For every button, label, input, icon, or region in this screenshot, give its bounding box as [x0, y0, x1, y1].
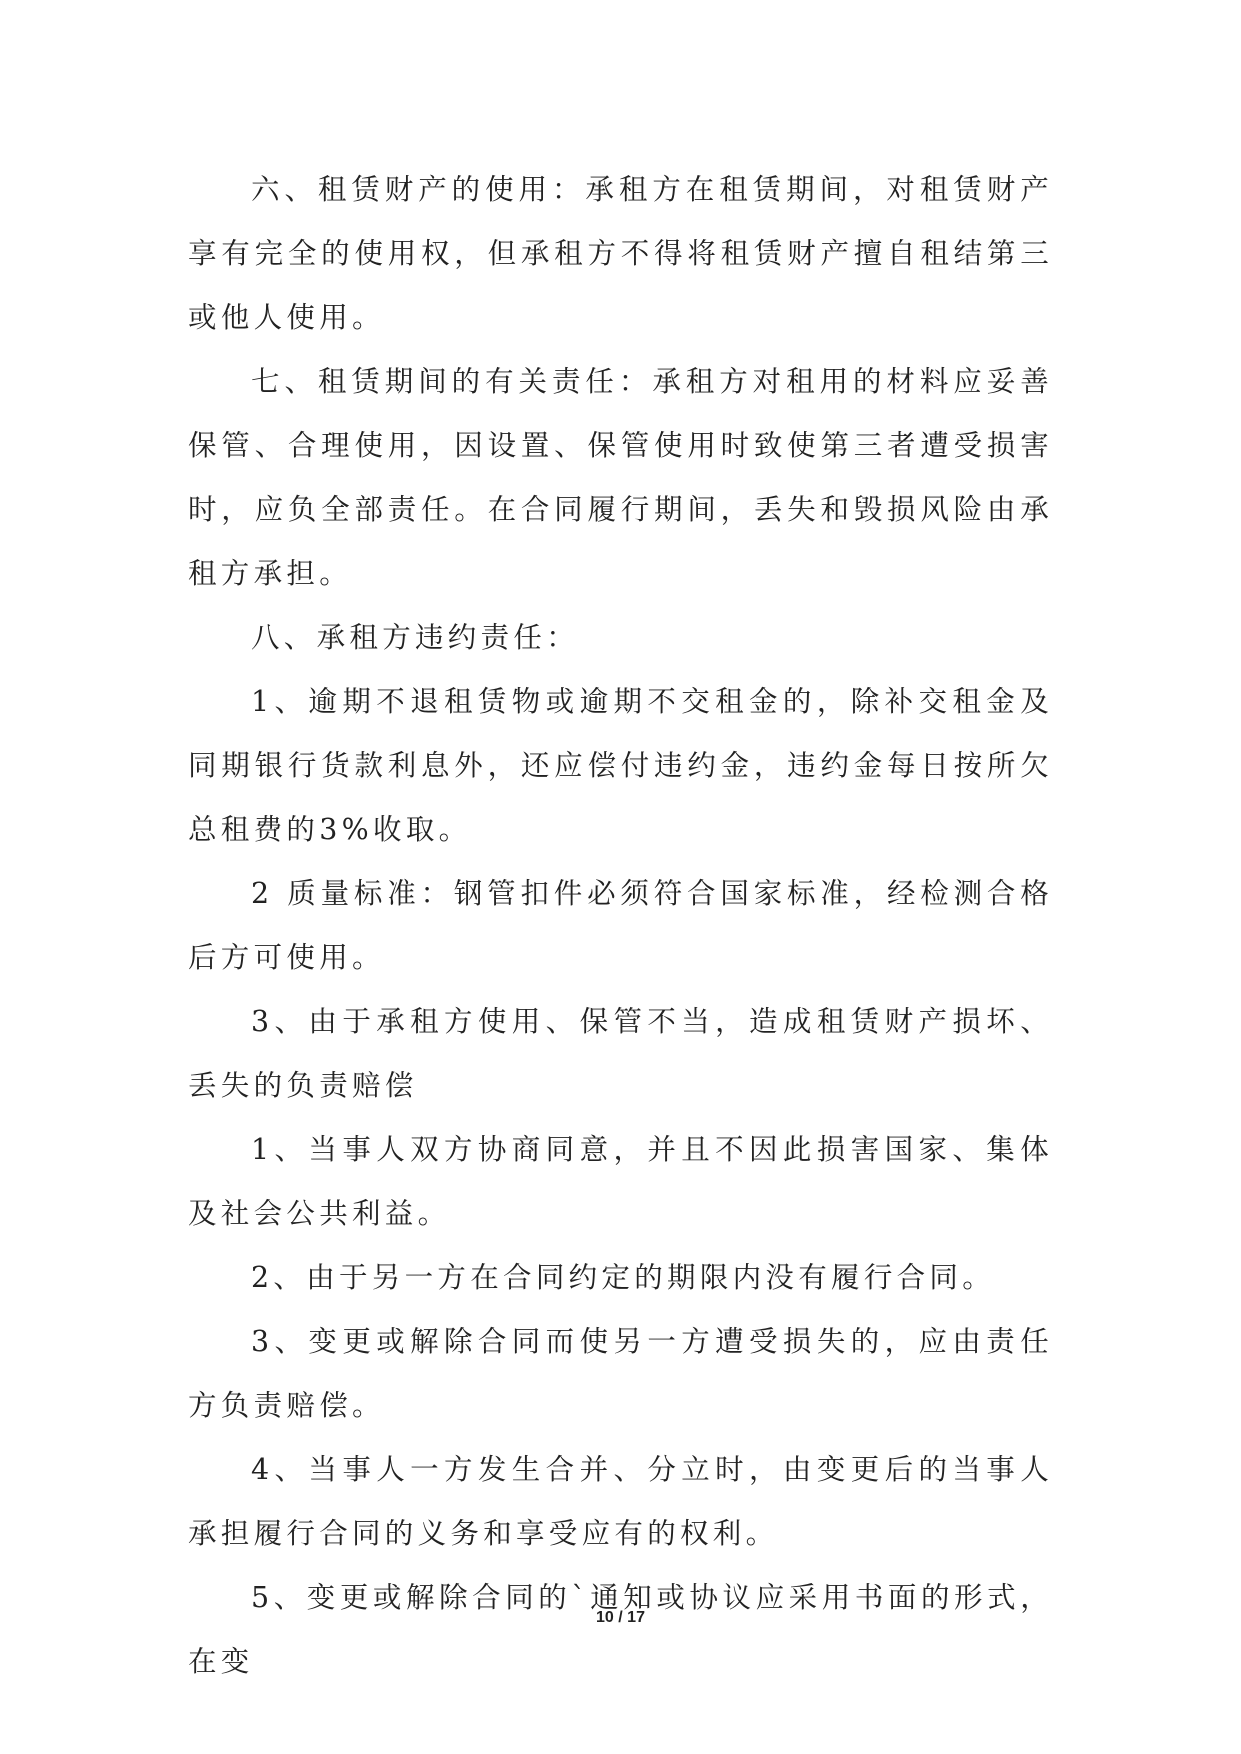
- paragraph-article-6: 六、租赁财产的使用：承租方在租赁期间，对租赁财产享有完全的使用权，但承租方不得将租赁财产擅自租结第三或他人使用。: [188, 173, 1053, 334]
- page-number: 10 / 17: [596, 1609, 645, 1626]
- document-body: [188, 158, 1053, 1694]
- paragraph-change-item-1: 1、当事人双方协商同意，并且不因此损害国家、集体及社会公共利益。: [188, 1133, 1053, 1230]
- paragraph-article-7: 七、租赁期间的有关责任：承租方对租用的材料应妥善保管、合理使用，因设置、保管使用时致使第三者遭受损害时，应负全部责任。在合同履行期间，丢失和毁损风险由承租方承担。: [188, 365, 1053, 590]
- paragraph-change-item-4: 4、当事人一方发生合并、分立时，由变更后的当事人承担履行合同的义务和享受应有的权利。: [188, 1453, 1053, 1550]
- paragraph-change-item-2: 2、由于另一方在合同约定的期限内没有履行合同。: [251, 1261, 996, 1294]
- paragraph-change-item-5: 5、变更或解除合同的`通知或协议应采用书面的形式，在变: [188, 1581, 1053, 1678]
- paragraph-item-2: 2 质量标准：钢管扣件必须符合国家标准，经检测合格后方可使用。: [188, 877, 1053, 974]
- paragraph-change-item-3: 3、变更或解除合同而使另一方遭受损失的，应由责任方负责赔偿。: [188, 1325, 1053, 1422]
- paragraph-item-3: 3、由于承租方使用、保管不当，造成租赁财产损坏、丢失的负责赔偿: [188, 1005, 1053, 1102]
- paragraph-article-8-heading: 八、承租方违约责任：: [251, 621, 580, 654]
- paragraph-item-1: 1、逾期不退租赁物或逾期不交租金的，除补交租金及同期银行货款利息外，还应偿付违约金，违约金每日按所欠总租费的3%收取。: [188, 685, 1053, 846]
